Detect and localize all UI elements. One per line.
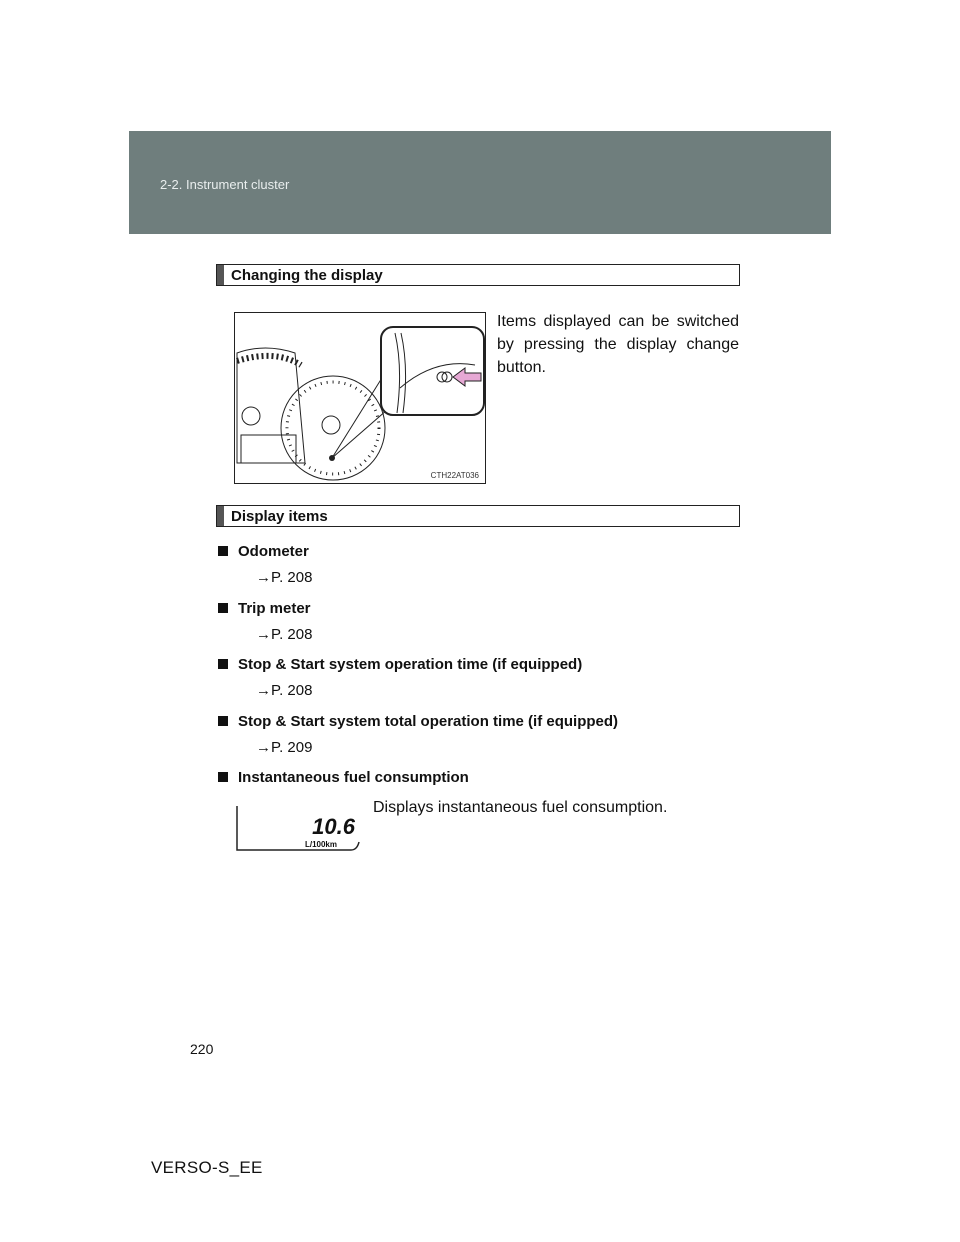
- item-odometer: [218, 543, 309, 560]
- page-reference: [256, 682, 312, 699]
- square-bullet-icon: [218, 716, 228, 726]
- cluster-illustration: [235, 313, 486, 484]
- square-bullet-icon: [218, 603, 228, 613]
- changing-display-description: Items displayed can be switched by pressing the display change button.: [497, 313, 739, 376]
- square-bullet-icon: [218, 772, 228, 782]
- reference-text: P. 208: [271, 626, 313, 643]
- section-heading-changing-display: [216, 264, 740, 286]
- arrow-icon: →: [256, 626, 271, 643]
- page-reference: [256, 569, 312, 586]
- square-bullet-icon: [218, 659, 228, 669]
- figure-code: CTH22AT036: [430, 471, 479, 480]
- fuel-display-illustration: [233, 804, 363, 856]
- section-title: Changing the display: [231, 267, 383, 284]
- fuel-description: Displays instantaneous fuel consumption.: [373, 799, 668, 816]
- item-title: Trip meter: [238, 600, 311, 617]
- display-unit: L/100km: [304, 840, 337, 849]
- arrow-icon: →: [256, 569, 271, 586]
- item-title: Odometer: [238, 543, 309, 560]
- section-title: Display items: [231, 508, 328, 525]
- reference-text: P. 208: [271, 569, 313, 586]
- page-reference: [256, 626, 312, 643]
- arrow-icon: →: [256, 682, 271, 699]
- instrument-cluster-figure: [234, 312, 486, 484]
- item-stop-start-operation-time: [218, 656, 582, 673]
- model-code: VERSO-S_EE: [151, 1158, 263, 1177]
- item-title: Stop & Start system total operation time (if equipped): [238, 713, 619, 730]
- display-value: 10.6: [312, 814, 355, 839]
- item-instantaneous-fuel: [218, 769, 469, 786]
- section-accent: [217, 265, 224, 285]
- square-bullet-icon: [218, 546, 228, 556]
- page-reference: [256, 739, 312, 756]
- page-number: 220: [190, 1041, 214, 1057]
- chapter-breadcrumb: 2-2. Instrument cluster: [160, 177, 290, 192]
- arrow-icon: →: [256, 739, 271, 756]
- section-accent: [217, 506, 224, 526]
- item-trip-meter: [218, 600, 311, 617]
- reference-text: P. 208: [271, 682, 313, 699]
- item-title: Stop & Start system operation time (if equipped): [238, 656, 583, 673]
- section-heading-display-items: [216, 505, 740, 527]
- item-stop-start-total-operation-time: [218, 713, 618, 730]
- reference-text: P. 209: [271, 739, 313, 756]
- item-title: Instantaneous fuel consumption: [238, 769, 469, 786]
